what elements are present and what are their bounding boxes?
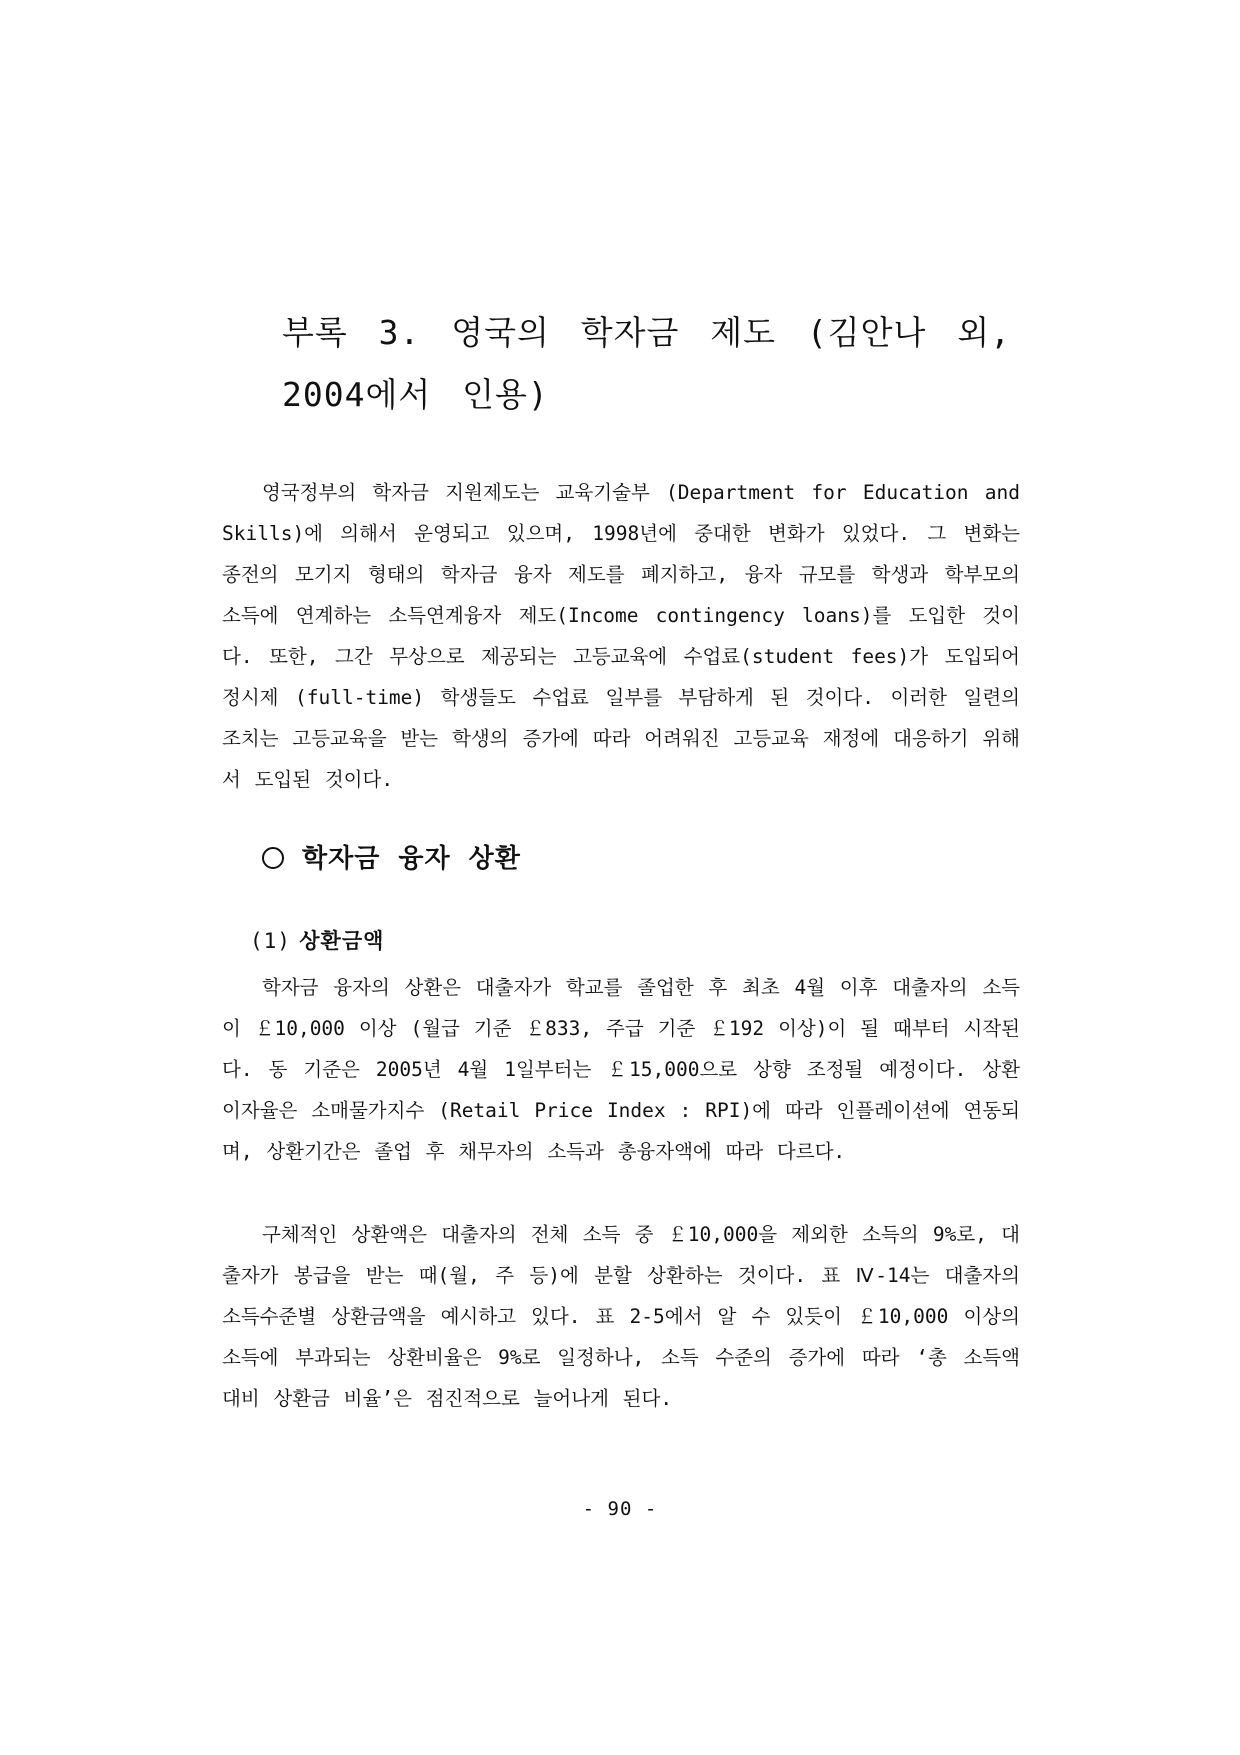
subsection-heading (250, 925, 384, 955)
subsection-number: (1) (250, 929, 291, 953)
page-title: 부록 3. 영국의 학자금 제도 (김안나 외, 2004에서 인용) (282, 313, 1011, 414)
circle-bullet-icon (262, 847, 284, 869)
intro-paragraph: 영국정부의 학자금 지원제도는 교육기술부 (Department for Education and Skills)에 의해서 운영되고 있으며, 1998년에 중대한 변화가 있었다. 그 변화는 종전의 모기지 형태의 학자금 융자 제도를 폐지하고, 융자 규모를 학생과 학부모의 소득에 연계하는 소득연계융자 제도(Income contingency loans)를 도입한 것이다. 또한, 그간 무상으로 제공되는 고등교육에 수업료(student fees)가 도입되어 정시제 (full-time) 학생들도 수업료 일부를 부담하게 된 것이다. 이러한 일련의 조치는 고등교육을 받는 학생의 증가에 따라 어려워진 고등교육 재정에 대응하기 위해서 도입된 것이다. (222, 481, 1020, 791)
page-number: - 90 - (582, 1498, 658, 1520)
section-heading (262, 838, 521, 875)
subsection-heading-text: 상환금액 (299, 929, 385, 953)
section-heading-text: 학자금 융자 상환 (302, 844, 521, 874)
repayment-paragraph: 학자금 융자의 상환은 대출자가 학교를 졸업한 후 최초 4월 이후 대출자의 소득이 ￡10,000 이상 (월급 기준 ￡833, 주급 기준 ￡192 이상)이 될 때부터 시작된다. 동 기준은 2005년 4월 1일부터는 ￡15,000으로 상향 조정될 예정이다. 상환 이자율은 소매물가지수 (Retail Price Index : RPI)에 따라 인플레이션에 연동되며, 상환기간은 졸업 후 채무자의 소득과 총융자액에 따라 다르다. (222, 976, 1020, 1163)
repayment-paragraph: 구체적인 상환액은 대출자의 전체 소득 중 ￡10,000을 제외한 소득의 9%로, 대출자가 봉급을 받는 때(월, 주 등)에 분할 상환하는 것이다. 표 Ⅳ-14는 대출자의 소득수준별 상환금액을 예시하고 있다. 표 2-5에서 알 수 있듯이 ￡10,000 이상의 소득에 부과되는 상환비율은 9%로 일정하나, 소득 수준의 증가에 따라 ‘총 소득액 대비 상환금 비율’은 점진적으로 늘어나게 된다. (222, 1223, 1020, 1410)
